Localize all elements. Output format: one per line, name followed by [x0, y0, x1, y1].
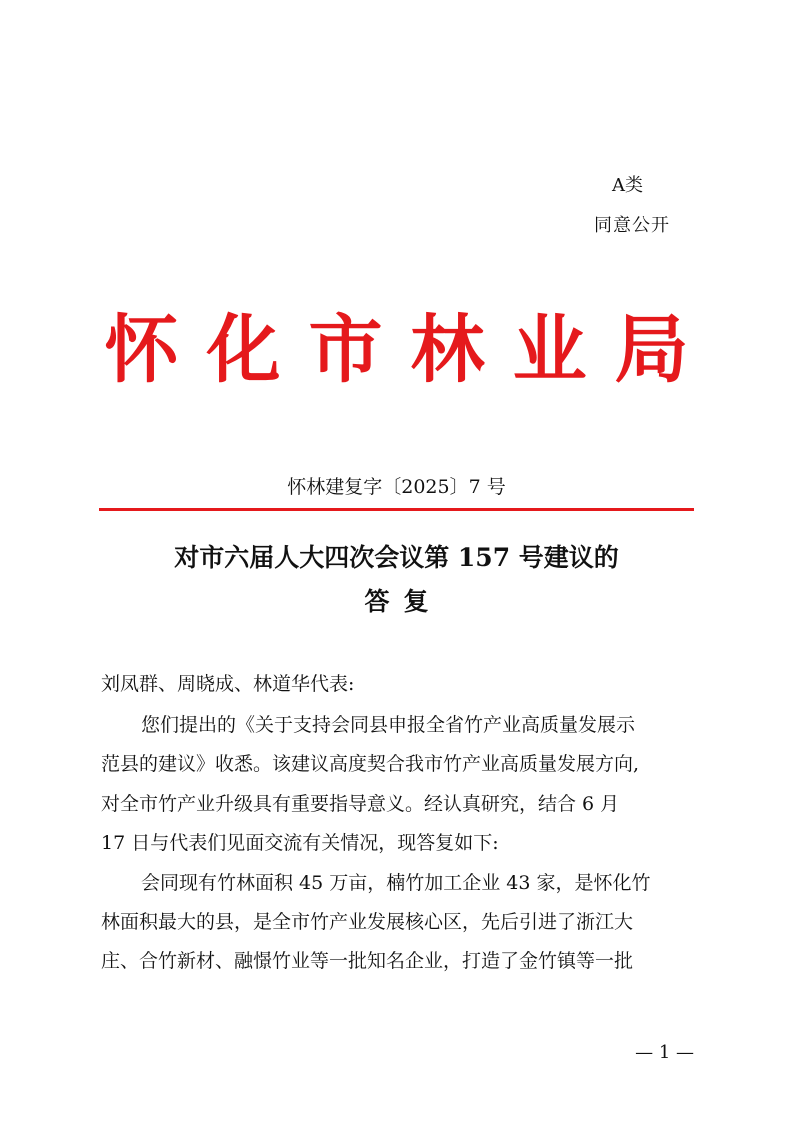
- body-line: 对全市竹产业升级具有重要指导意义。经认真研究，结合 6 月: [101, 793, 620, 815]
- document-title: 对市六届人大四次会议第 157 号建议的: [174, 543, 619, 572]
- document-number: 怀林建复字〔2025〕7 号: [287, 476, 506, 498]
- body-line: 林面积最大的县，是全市竹产业发展核心区，先后引进了浙江大: [101, 911, 634, 933]
- body-line: 您们提出的《关于支持会同县申报全省竹产业高质量发展示: [141, 714, 636, 736]
- salutation: 刘凤群、周晓成、林道华代表:: [101, 673, 355, 695]
- body-line: 17 日与代表们见面交流有关情况，现答复如下:: [101, 832, 499, 854]
- body-line: 范县的建议》收悉。该建议高度契合我市竹产业高质量发展方向,: [101, 753, 640, 775]
- body-line: 庄、合竹新材、融憬竹业等一批知名企业，打造了金竹镇等一批: [101, 950, 634, 972]
- document-title-line2: 答复: [364, 587, 443, 616]
- body-line: 会同现有竹林面积 45 万亩，楠竹加工企业 43 家，是怀化竹: [141, 872, 651, 894]
- page-number: — 1 —: [635, 1042, 694, 1063]
- disclosure-label: 同意公开: [594, 215, 670, 236]
- classification-label: A类: [612, 175, 643, 196]
- red-divider: [99, 508, 694, 511]
- agency-letterhead: 怀化市林业局: [104, 307, 717, 393]
